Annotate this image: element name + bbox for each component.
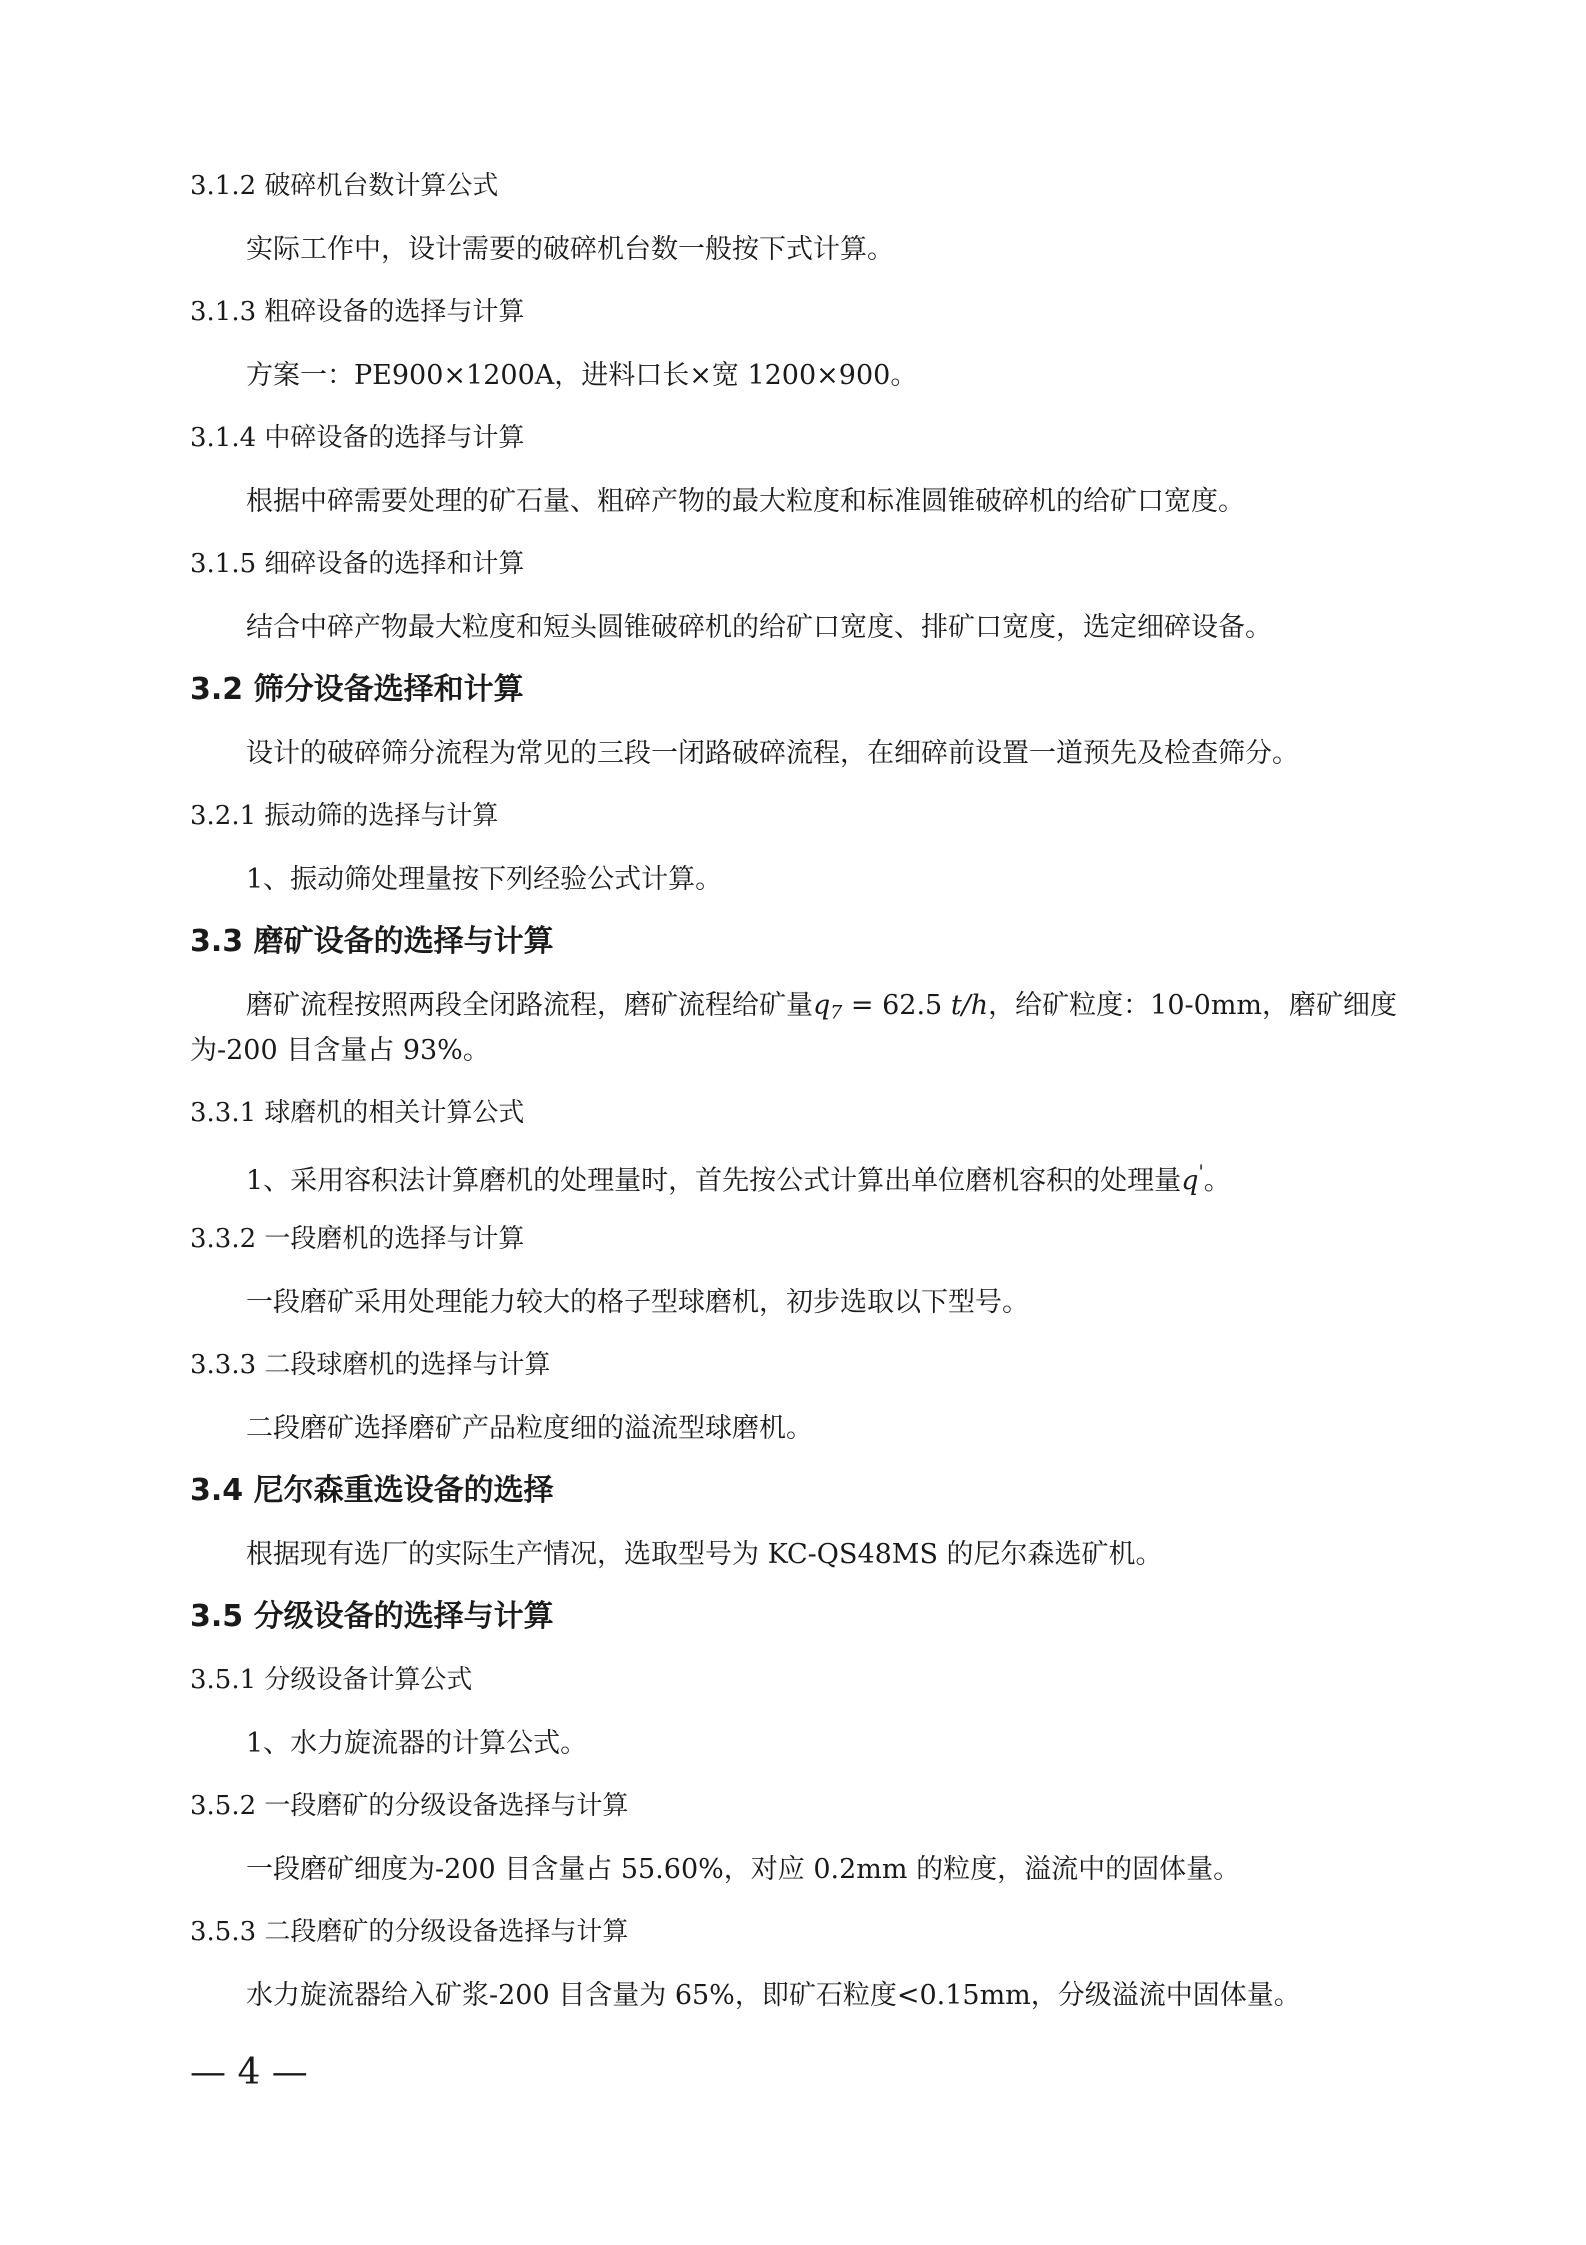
paragraph-text: 。 (1203, 1165, 1231, 1197)
paragraph: 一段磨矿细度为-200 目含量占 55.60%，对应 0.2mm 的粒度，溢流中的固体量。 (246, 1854, 1241, 1885)
heading-3-5-3: 3.5.3 二段磨矿的分级设备选择与计算 (190, 1917, 629, 1947)
math-unit: t/h (950, 990, 989, 1021)
paragraph-formula (246, 990, 1397, 1024)
paragraph: 1、水力旋流器的计算公式。 (246, 1728, 588, 1759)
heading-3-5: 3.5 分级设备的选择与计算 (190, 1599, 554, 1634)
paragraph: 二段磨矿选择磨矿产品粒度细的溢流型球磨机。 (246, 1413, 813, 1444)
heading-3-3-3: 3.3.3 二段球磨机的选择与计算 (190, 1350, 551, 1380)
math-variable: q (1181, 1165, 1199, 1197)
paragraph: 1、振动筛处理量按下列经验公式计算。 (246, 864, 723, 895)
heading-3-1-5: 3.1.5 细碎设备的选择和计算 (190, 549, 525, 579)
heading-3-3-1: 3.3.1 球磨机的相关计算公式 (190, 1098, 525, 1128)
page-number: — 4 — (190, 2052, 308, 2093)
heading-3-4: 3.4 尼尔森重选设备的选择 (190, 1473, 554, 1508)
heading-3-5-2: 3.5.2 一段磨矿的分级设备选择与计算 (190, 1791, 629, 1821)
heading-3-2-1: 3.2.1 振动筛的选择与计算 (190, 801, 499, 831)
paragraph: 一段磨矿采用处理能力较大的格子型球磨机，初步选取以下型号。 (246, 1287, 1029, 1318)
math-prime: ' (1198, 1161, 1204, 1183)
paragraph: 方案一：PE900×1200A，进料口长×宽 1200×900。 (246, 360, 918, 391)
paragraph-text: 1、采用容积法计算磨机的处理量时，首先按公式计算出单位磨机容积的处理量 (246, 1165, 1182, 1197)
heading-3-3-2: 3.3.2 一段磨机的选择与计算 (190, 1224, 525, 1254)
heading-3-1-4: 3.1.4 中碎设备的选择与计算 (190, 423, 525, 453)
paragraph: 实际工作中，设计需要的破碎机台数一般按下式计算。 (246, 234, 894, 265)
math-subscript: 7 (830, 1001, 843, 1024)
heading-3-2: 3.2 筛分设备选择和计算 (190, 672, 524, 707)
paragraph-text: 磨矿流程按照两段全闭路流程，磨矿流程给矿量 (246, 990, 813, 1021)
paragraph: 结合中碎产物最大粒度和短头圆锥破碎机的给矿口宽度、排矿口宽度，选定细碎设备。 (246, 612, 1272, 643)
paragraph: 根据中碎需要处理的矿石量、粗碎产物的最大粒度和标准圆锥破碎机的给矿口宽度。 (246, 486, 1245, 517)
heading-3-3: 3.3 磨矿设备的选择与计算 (190, 924, 554, 959)
paragraph-continuation: 为-200 目含量占 93%。 (190, 1035, 490, 1066)
paragraph-text: ，给矿粒度：10-0mm，磨矿细度 (988, 990, 1398, 1021)
heading-3-5-1: 3.5.1 分级设备计算公式 (190, 1665, 473, 1695)
paragraph: 设计的破碎筛分流程为常见的三段一闭路破碎流程，在细碎前设置一道预先及检查筛分。 (246, 738, 1299, 769)
math-variable: q (813, 990, 831, 1021)
paragraph-formula (246, 1161, 1231, 1198)
math-equation: = 62.5 (842, 990, 943, 1021)
heading-3-1-2: 3.1.2 破碎机台数计算公式 (190, 171, 499, 201)
heading-3-1-3: 3.1.3 粗碎设备的选择与计算 (190, 297, 525, 327)
paragraph: 水力旋流器给入矿浆-200 目含量为 65%，即矿石粒度<0.15mm，分级溢流中固体量。 (246, 1980, 1301, 2011)
paragraph: 根据现有选厂的实际生产情况，选取型号为 KC-QS48MS 的尼尔森选矿机。 (246, 1539, 1163, 1570)
